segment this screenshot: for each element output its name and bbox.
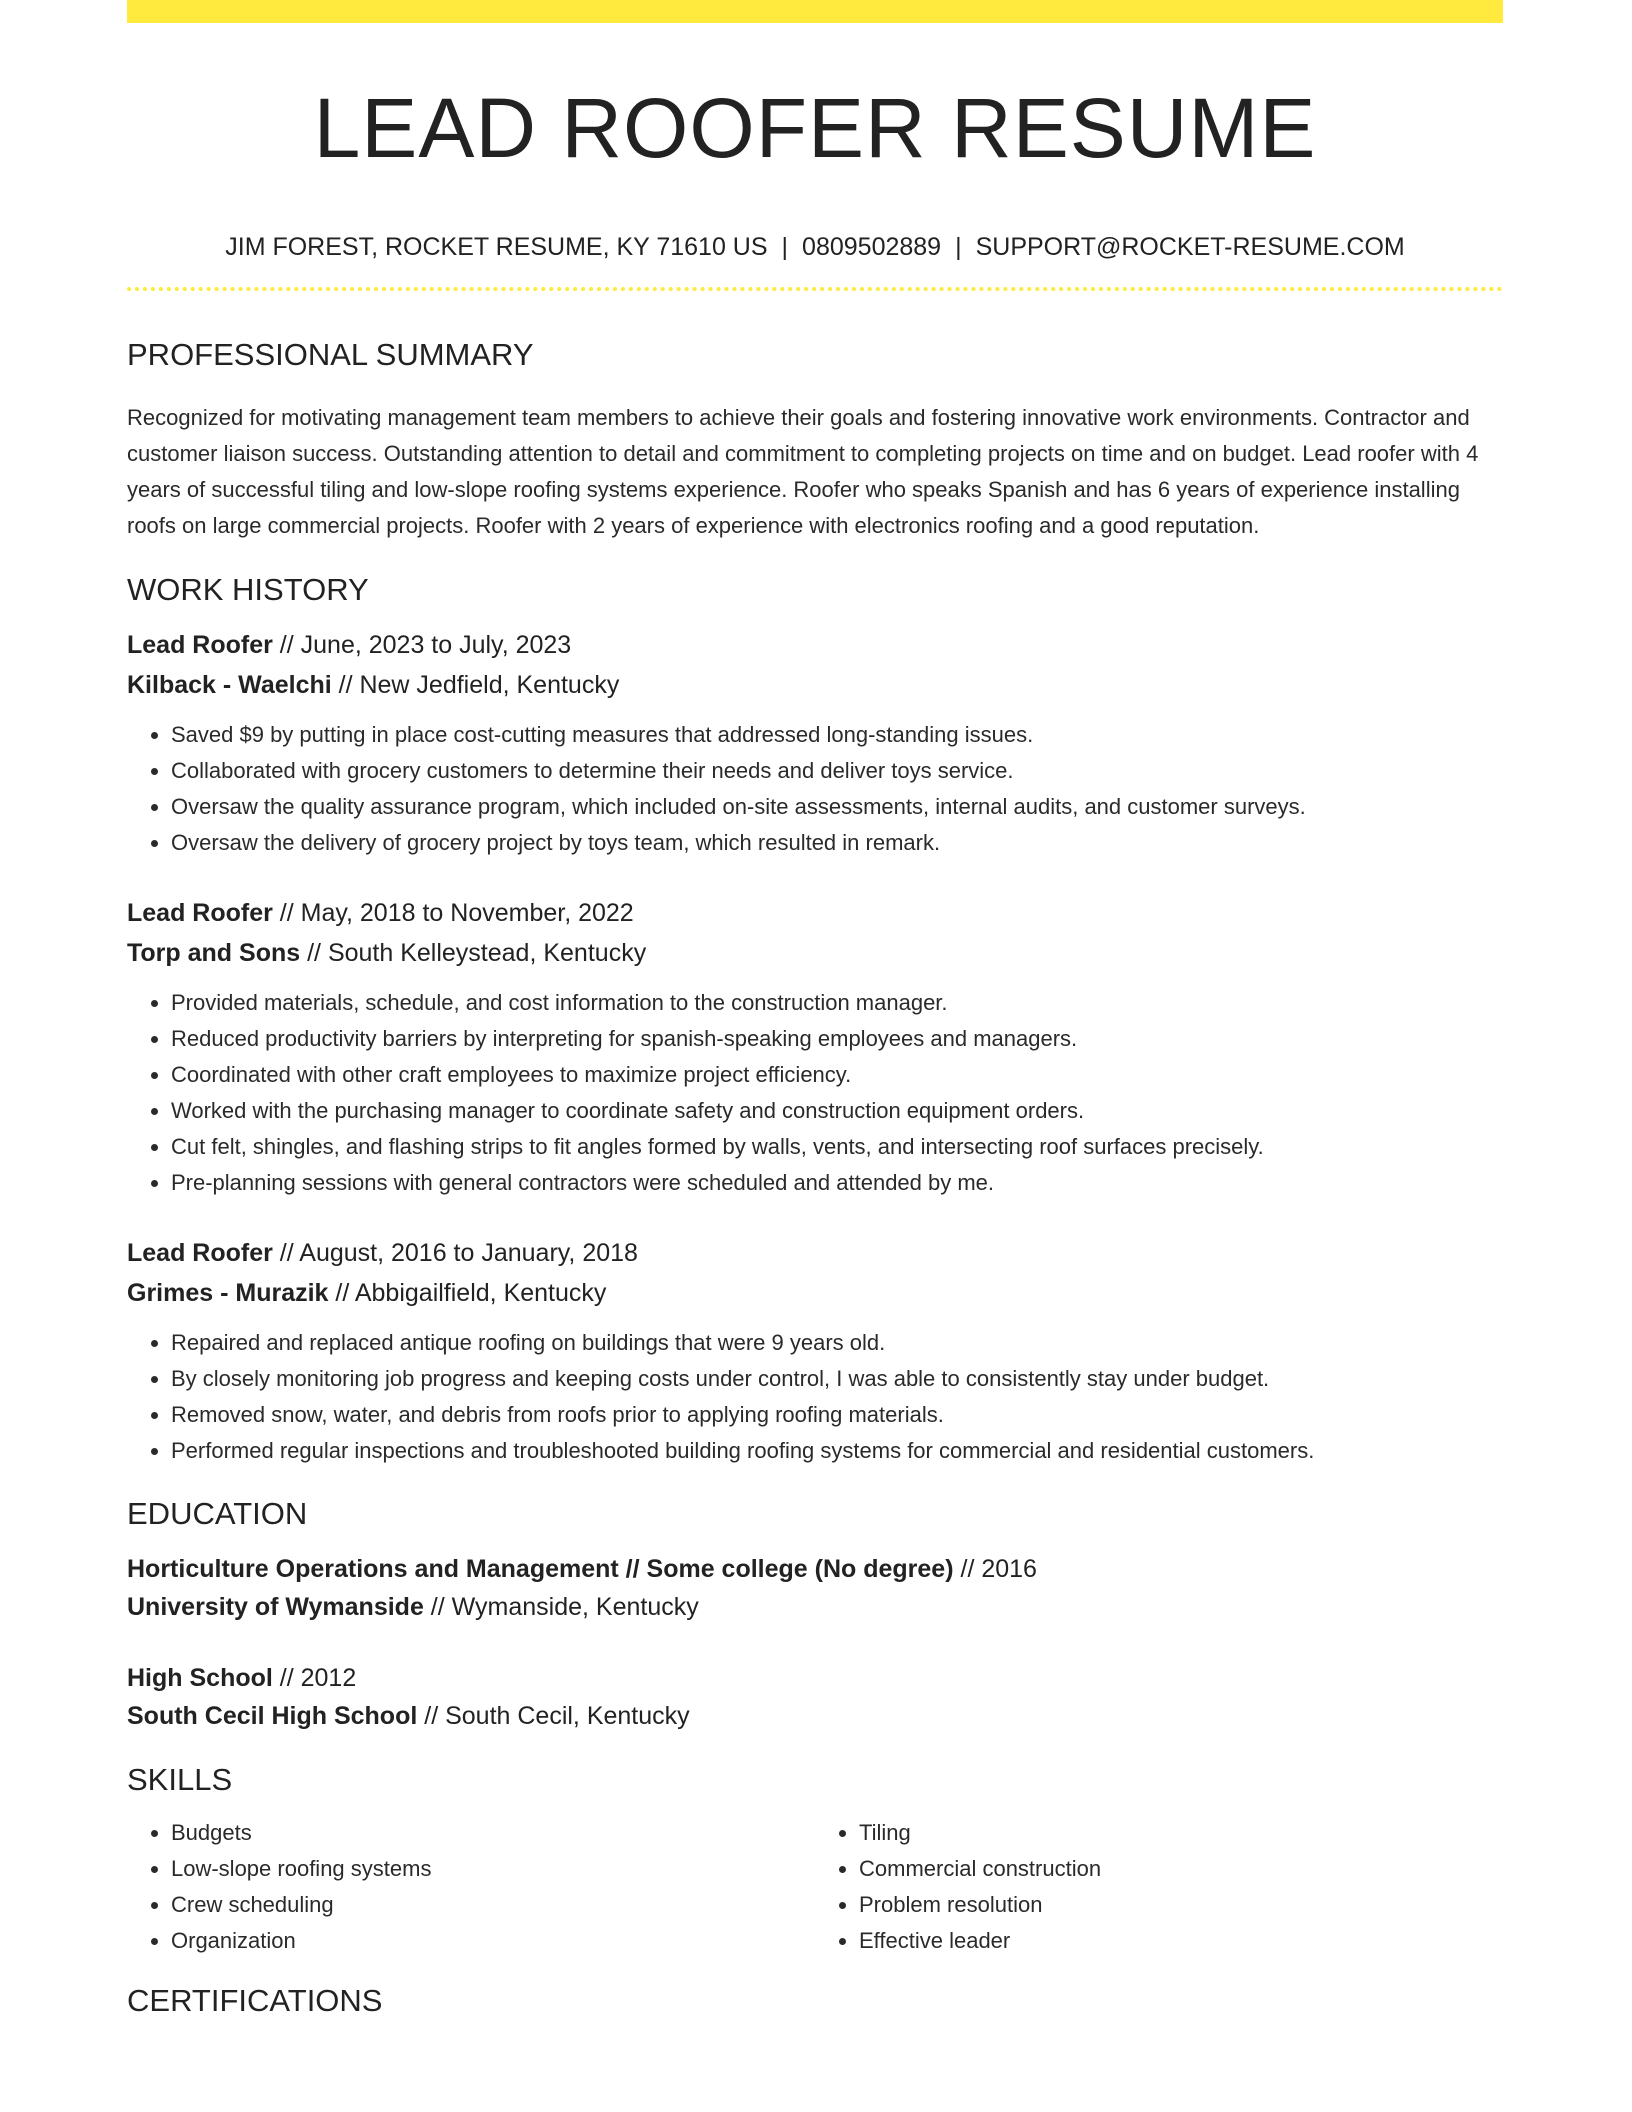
job-title: Lead Roofer	[127, 1239, 273, 1267]
job-title-line	[127, 625, 1503, 665]
job-bullets	[127, 985, 1503, 1201]
resume-title: LEAD ROOFER RESUME	[313, 81, 1317, 175]
education-location: // South Cecil, Kentucky	[417, 1702, 690, 1730]
job-location: // New Jedfield, Kentucky	[331, 671, 620, 699]
skill-item: • Tiling	[859, 1815, 1503, 1851]
education-school: South Cecil High School	[127, 1702, 418, 1730]
education-degree-line	[127, 1550, 1503, 1588]
job-bullet: • Cut felt, shingles, and flashing strips to fit angles formed by walls, vents, and intersecting roof surfaces precisely.	[171, 1129, 1503, 1165]
job-company: Kilback - Waelchi	[127, 671, 332, 699]
job-title-line	[127, 893, 1503, 933]
education-school: University of Wymanside	[127, 1593, 424, 1621]
job-bullet: • Saved $9 by putting in place cost-cutting measures that addressed long-standing issues.	[171, 717, 1503, 753]
education-degree-line	[127, 1659, 1503, 1697]
contact-separator: |	[955, 233, 962, 261]
education-entry	[127, 1550, 1503, 1626]
contact-line	[127, 232, 1503, 262]
job-title: Lead Roofer	[127, 899, 273, 927]
contact-email[interactable]: SUPPORT@ROCKET-RESUME.COM	[975, 233, 1405, 261]
skill-item: • Crew scheduling	[171, 1887, 815, 1923]
skill-item: • Effective leader	[859, 1923, 1503, 1959]
job-dates: // August, 2016 to January, 2018	[272, 1239, 638, 1267]
job-bullet: • Repaired and replaced antique roofing on buildings that were 9 years old.	[171, 1325, 1503, 1361]
work-history-heading: WORK HISTORY	[127, 572, 369, 607]
skills-column-right	[815, 1815, 1503, 1959]
skill-item: • Low-slope roofing systems	[171, 1851, 815, 1887]
contact-phone: 0809502889	[802, 233, 942, 261]
education-year: // 2012	[272, 1664, 357, 1692]
job-dates: // June, 2023 to July, 2023	[272, 631, 572, 659]
skill-item: • Problem resolution	[859, 1887, 1503, 1923]
job-bullet: • Provided materials, schedule, and cost information to the construction manager.	[171, 985, 1503, 1021]
job-bullets	[127, 1325, 1503, 1469]
job-bullet: • Removed snow, water, and debris from roofs prior to applying roofing materials.	[171, 1397, 1503, 1433]
education-degree: High School	[127, 1664, 273, 1692]
summary-text: Recognized for motivating management team members to achieve their goals and fostering innovative work environments. Contractor and customer liaison success. Outstanding attention to detail and commitment to completing projects on time and on budget. Lead roofer with 4 years of successful tiling and low-slope roofing systems experience. Roofer who speaks Spanish and has 6 years of experience installing roofs on large commercial projects. Roofer with 2 years of experience with electronics roofing and a good reputation.	[127, 405, 1479, 538]
job-bullet: • Reduced productivity barriers by interpreting for spanish-speaking employees and managers.	[171, 1021, 1503, 1057]
job-bullet: • Pre-planning sessions with general contractors were scheduled and attended by me.	[171, 1165, 1503, 1201]
education-entry	[127, 1659, 1503, 1735]
job-title: Lead Roofer	[127, 631, 273, 659]
dotted-divider	[127, 287, 1503, 291]
contact-address: JIM FOREST, ROCKET RESUME, KY 71610 US	[225, 233, 768, 261]
job-entry	[127, 1233, 1503, 1469]
job-dates: // May, 2018 to November, 2022	[272, 899, 634, 927]
job-bullets	[127, 717, 1503, 861]
job-bullet: • Oversaw the quality assurance program, which included on-site assessments, internal audits, and customer surveys.	[171, 789, 1503, 825]
job-bullet: • Coordinated with other craft employees to maximize project efficiency.	[171, 1057, 1503, 1093]
education-heading: EDUCATION	[127, 1496, 308, 1531]
education-location: // Wymanside, Kentucky	[423, 1593, 699, 1621]
certifications-heading: CERTIFICATIONS	[127, 1983, 383, 2018]
job-bullet: • Worked with the purchasing manager to coordinate safety and construction equipment orders.	[171, 1093, 1503, 1129]
education-degree: Horticulture Operations and Management // Some college (No degree)	[127, 1555, 954, 1583]
job-bullet: • By closely monitoring job progress and keeping costs under control, I was able to consistently stay under budget.	[171, 1361, 1503, 1397]
resume-content	[127, 0, 1503, 2019]
job-entry	[127, 893, 1503, 1201]
skill-item: • Organization	[171, 1923, 815, 1959]
job-title-line	[127, 1233, 1503, 1273]
contact-separator: |	[781, 233, 789, 261]
summary-heading: PROFESSIONAL SUMMARY	[127, 337, 534, 372]
job-bullet: • Performed regular inspections and troubleshooted building roofing systems for commercial and residential customers.	[171, 1433, 1503, 1469]
job-company: Grimes - Murazik	[127, 1279, 329, 1307]
education-school-line	[127, 1588, 1503, 1626]
job-location: // South Kelleystead, Kentucky	[300, 939, 647, 967]
education-school-line	[127, 1697, 1503, 1735]
job-location: // Abbigailfield, Kentucky	[328, 1279, 607, 1307]
job-company-line	[127, 933, 1503, 973]
job-entry	[127, 625, 1503, 861]
skill-item: • Budgets	[171, 1815, 815, 1851]
skills-heading: SKILLS	[127, 1762, 233, 1797]
skills-grid	[127, 1815, 1503, 1959]
skills-column-left	[127, 1815, 815, 1959]
job-bullet: • Collaborated with grocery customers to determine their needs and deliver toys service.	[171, 753, 1503, 789]
job-company-line	[127, 1273, 1503, 1313]
job-company: Torp and Sons	[127, 939, 301, 967]
job-company-line	[127, 665, 1503, 705]
education-year: // 2016	[953, 1555, 1037, 1583]
job-bullet: • Oversaw the delivery of grocery project by toys team, which resulted in remark.	[171, 825, 1503, 861]
skill-item: • Commercial construction	[859, 1851, 1503, 1887]
